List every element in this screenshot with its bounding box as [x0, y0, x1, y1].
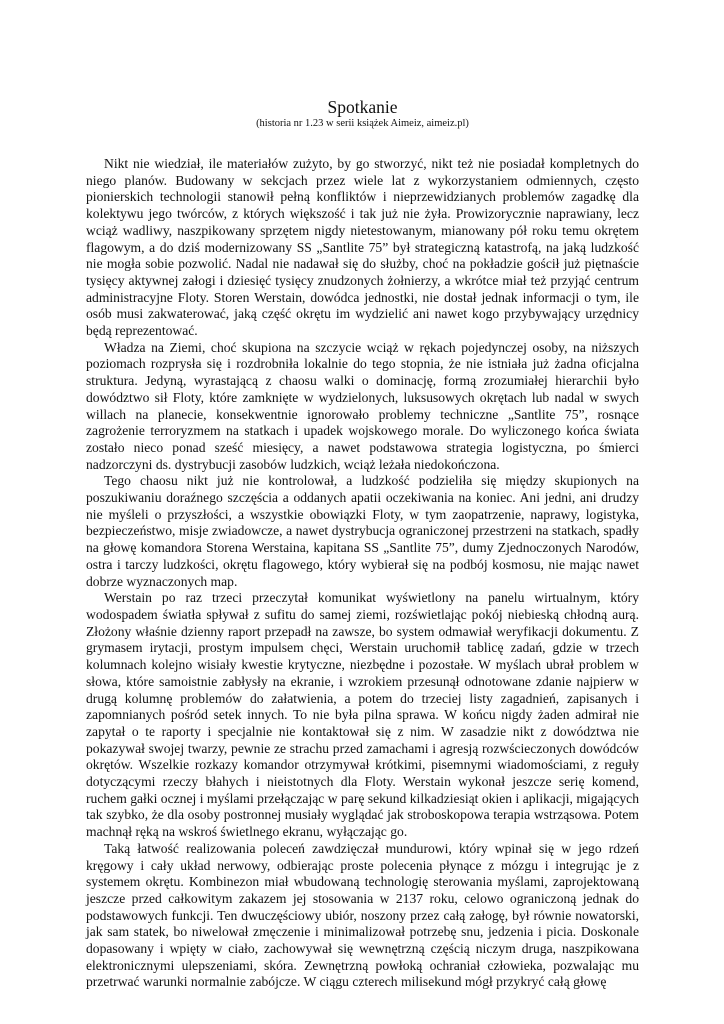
paragraph: Nikt nie wiedział, ile materiałów zużyto, by go stworzyć, nikt też nie posiadał kompletnych do niego planów. Budowany w sekcjach przez wiele lat z wykorzystaniem odmiennych, często pionierskich technologii stanowił pełną konfliktów i nieprzewidzianych problemów zagadkę dla kolektywu jego twórców, z których większość i tak już nie żyła. Prowizorycznie naprawiany, lecz wciąż wadliwy, naszpikowany sprzętem nigdy nietestowanym, mianowany pół roku temu okrętem flagowym, a do dziś modernizowany SS „Santlite 75” był strategiczną katastrofą, na jaką ludzkość nie mogła sobie pozwolić. Nadal nie nadawał się do służby, choć na pokładzie gościł już piętnaście tysięcy aktywnej załogi i dziesięć tysięcy znudzonych żołnierzy, a wkrótce miał też przyjąć centrum administracyjne Floty. Storen Werstain, dowódca jednostki, nie dostał jednak informacji o tym, ile osób musi zakwaterować, jaką część okrętu im wydzielić ani nawet kogo przybywający urzędnicy będą reprezentować.: [86, 156, 639, 339]
document-body: [86, 156, 639, 991]
paragraph: Tego chaosu nikt już nie kontrolował, a ludzkość podzieliła się między skupionych na poszukiwaniu doraźnego szczęścia a oddanych apatii oczekiwania na koniec. Ani jedni, ani drudzy nie myśleli o przyszłości, a wszystkie obowiązki Floty, w tym zaopatrzenie, naprawy, logistyka, bezpieczeństwo, misje zwiadowcze, a nawet dystrybucja ograniczonej przestrzeni na statkach, spadły na głowę komandora Storena Werstaina, kapitana SS „Santlite 75”, dumy Zjednoczonych Narodów, ostra i tarczy ludzkości, okrętu flagowego, który wybierał się na podbój kosmosu, nie mając nawet dobrze wyznaczonych map.: [86, 473, 639, 589]
document-subtitle: (historia nr 1.23 w serii książek Aimeiz, aimeiz.pl): [256, 118, 469, 129]
document-page: [86, 97, 639, 991]
paragraph: Werstain po raz trzeci przeczytał komunikat wyświetlony na panelu wirtualnym, który wodospadem światła spływał z sufitu do samej ziemi, rozświetlając pokój niebieską chłodną aurą. Złożony właśnie dzienny raport przepadł na zawsze, bo system odmawiał weryfikacji dokumentu. Z grymasem irytacji, prostym impulsem chęci, Werstain uruchomił tablicę zadań, gdzie w trzech kolumnach kolejno wisiały kwestie krytyczne, niezbędne i pozostałe. W myślach ubrał problem w słowa, które samoistnie zabłysły na ekranie, i wzrokiem przesunął odnotowane zdanie najpierw w drugą kolumnę problemów do załatwienia, a potem do trzeciej listy zagadnień, zapisanych i zapomnianych pośród setek innych. To nie była pilna sprawa. W końcu nigdy żaden admirał nie zapytał o te raporty i specjalnie nie kontaktował się z nim. W zasadzie nikt z dowództwa nie pokazywał swojej twarzy, pewnie ze strachu przed zamachami i agresją rozwścieczonych dowódców okrętów. Wszelkie rozkazy komandor otrzymywał krótkimi, pisemnymi wiadomościami, z reguły dotyczącymi rzeczy błahych i nieistotnych dla Floty. Werstain wykonał jeszcze serię komend, ruchem gałki ocznej i myślami przełączając w parę sekund kilkadziesiąt okien i aplikacji, migających tak szybko, że dla osoby postronnej musiały wyglądać jak stroboskopowa terapia wstrząsowa. Potem machnął ręką na wskroś świetlnego ekranu, wyłączając go.: [86, 590, 639, 840]
paragraph: Władza na Ziemi, choć skupiona na szczycie wciąż w rękach pojedynczej osoby, na niższych poziomach rozprysła się i rozdrobniła lokalnie do tego stopnia, że nie istniała już żadna oficjalna struktura. Jedyną, wyrastającą z chaosu walki o dominację, formą zrozumiałej hierarchii było dowództwo sił Floty, które zamknięte w wydzielonych, luksusowych okrętach lub nadal w swych willach na planecie, konsekwentnie ignorowało problemy techniczne „Santlite 75”, rosnące zagrożenie terroryzmem na statkach i upadek wojskowego morale. Do wyliczonego końca świata zostało nieco ponad sześć miesięcy, a nawet podstawowa strategia logistyczna, po śmierci nadzorczyni ds. dystrybucji zasobów ludzkich, wciąż leżała niedokończona.: [86, 339, 639, 472]
paragraph: Taką łatwość realizowania poleceń zawdzięczał mundurowi, który wpinał się w jego rdzeń kręgowy i cały układ nerwowy, odbierając proste polecenia płynące z mózgu i integrując je z systemem okrętu. Kombinezon miał wbudowaną technologię sterowania myślami, zaprojektowaną jeszcze przed całkowitym zakazem jej stosowania w 2137 roku, celowo ograniczoną jednak do podstawowych funkcji. Ten dwuczęściowy ubiór, noszony przez całą załogę, był równie nowatorski, jak sam statek, bo niwelował zmęczenie i minimalizował potrzebę snu, jedzenia i picia. Doskonale dopasowany i wpięty w ciało, zachowywał się wewnętrzną częścią niczym druga, naszpikowana elektronicznymi ulepszeniami, skóra. Zewnętrzną powłoką ochraniał człowieka, pozwalając mu przetrwać warunki normalnie zabójcze. W ciągu czterech milisekund mógł przykryć całą głowę: [86, 840, 639, 990]
document-title: Spotkanie: [327, 97, 398, 117]
